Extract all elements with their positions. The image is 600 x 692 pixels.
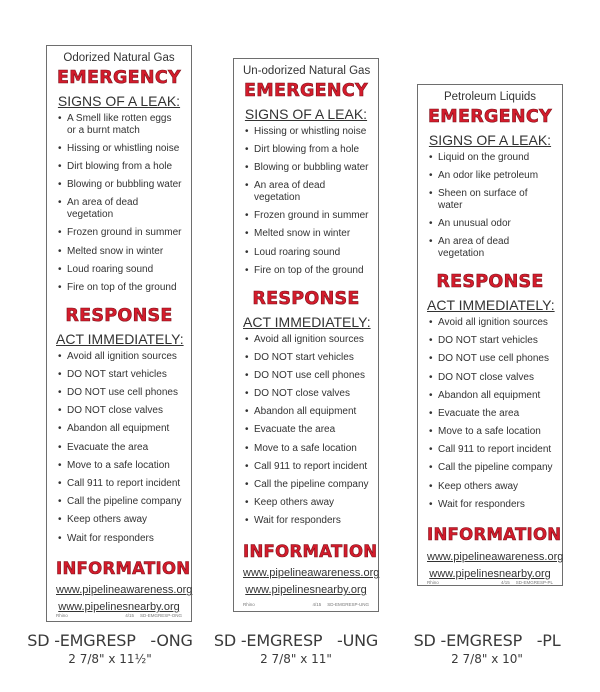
fineprint-date: 4/15 [312,602,322,607]
signs-heading: SIGNS OF A LEAK: [57,92,181,109]
list-item: • An area of dead vegetation [58,197,182,221]
act-heading: ACT IMMEDIATELY: [427,296,555,313]
product-code: SD -EMGRESP -ONG [27,631,193,650]
signs-list [56,113,182,301]
link-pipelinesnearby[interactable]: www.pipelinesnearby.org [429,567,551,580]
caption-ong [10,631,210,666]
list-item: • Frozen ground in summer [58,227,182,239]
list-item: • Evacuate the area [58,442,182,454]
response-banner: RESPONSE [252,289,360,309]
emergency-banner: EMERGENCY [57,68,181,88]
signs-list [243,126,369,284]
list-item: • Wait for responders [58,533,182,545]
fineprint-brand: Rhino [427,579,439,585]
card-petroleum-liquids [417,84,563,586]
fineprint-code: SD-EMGRESP-UNG [327,602,369,607]
fineprint-code: SD-EMGRESP-PL [515,579,553,585]
card-unodorized-natural-gas [233,58,379,612]
list-item: • DO NOT close valves [429,372,553,384]
list-item: • Fire on top of the ground [58,282,182,294]
information-banner: INFORMATION [427,525,562,544]
list-item: • Melted snow in winter [58,246,182,258]
list-item: • Avoid all ignition sources [245,334,369,346]
list-item: • Move to a safe location [429,426,553,438]
list-item: • An area of dead vegetation [245,180,369,204]
list-item: • An area of dead vegetation [429,236,553,260]
list-item: • Move to a safe location [245,443,369,455]
fineprint [243,602,369,607]
list-item: • Call 911 to report incident [58,478,182,490]
act-heading: ACT IMMEDIATELY: [243,313,371,330]
fineprint [56,613,182,618]
list-item: • DO NOT close valves [58,405,182,417]
list-item: • Sheen on surface of water [429,188,553,212]
list-item: • DO NOT close valves [245,388,369,400]
list-item: • Blowing or bubbling water [245,162,369,174]
list-item: • Wait for responders [245,515,369,527]
list-item: • DO NOT start vehicles [245,352,369,364]
signs-heading: SIGNS OF A LEAK: [244,105,368,122]
card-odorized-natural-gas [46,45,192,622]
fineprint-brand: Rhino [243,602,255,607]
link-pipelineawareness[interactable]: www.pipelineawareness.org [243,567,380,580]
list-item: • Call the pipeline company [429,462,553,474]
response-banner: RESPONSE [436,272,544,293]
list-item: • Hissing or whistling noise [245,126,369,138]
caption-ung [196,631,396,666]
fineprint-date: 4/15 [125,613,134,619]
product-size: 2 7/8" x 11½" [68,652,152,666]
list-item: • DO NOT use cell phones [429,353,553,365]
list-item: • Liquid on the ground [429,152,553,164]
list-item: • Call 911 to report incident [429,444,553,456]
link-pipelinesnearby[interactable]: www.pipelinesnearby.org [58,601,180,614]
list-item: • Dirt blowing from a hole [58,161,182,173]
emergency-banner: EMERGENCY [428,107,552,127]
list-item: • Move to a safe location [58,460,182,472]
list-item: • Fire on top of the ground [245,265,369,277]
list-item: • Frozen ground in summer [245,210,369,222]
list-item: • An unusual odor [429,218,553,230]
list-item: • Loud roaring sound [245,247,369,259]
list-item: • DO NOT use cell phones [58,387,182,399]
list-item: • An odor like petroleum [429,170,553,182]
signs-list [427,152,553,267]
list-item: • DO NOT use cell phones [245,370,369,382]
response-banner: RESPONSE [65,306,173,327]
list-item: • Abandon all equipment [429,390,553,402]
list-item: • Call the pipeline company [245,479,369,491]
actions-list [243,334,369,534]
list-item: • Abandon all equipment [245,406,369,418]
caption-pl [387,631,587,666]
list-item: • Loud roaring sound [58,264,182,276]
link-pipelineawareness[interactable]: www.pipelineawareness.org [56,584,193,597]
product-code: SD -EMGRESP -UNG [213,631,379,650]
list-item: • Keep others away [245,497,369,509]
list-item: • Avoid all ignition sources [429,317,553,329]
fineprint [427,580,553,585]
list-item: • Avoid all ignition sources [58,351,182,363]
information-banner: INFORMATION [243,541,378,561]
fineprint-brand: Rhino [56,613,68,619]
list-item: • Call 911 to report incident [245,461,369,473]
product-size: 2 7/8" x 11" [260,652,332,666]
product-title: Odorized Natural Gas [63,52,175,64]
product-size: 2 7/8" x 10" [451,652,523,666]
list-item: • Hissing or whistling noise [58,143,182,155]
list-item: • Call the pipeline company [58,496,182,508]
product-title: Petroleum Liquids [443,91,537,103]
link-pipelinesnearby[interactable]: www.pipelinesnearby.org [245,584,367,597]
list-item: • Abandon all equipment [58,423,182,435]
list-item: • Blowing or bubbling water [58,179,182,191]
list-item: • DO NOT start vehicles [429,335,553,347]
product-code: SD -EMGRESP -PL [413,631,561,650]
list-item: • DO NOT start vehicles [58,369,182,381]
list-item: • Evacuate the area [245,424,369,436]
product-title: Un-odorized Natural Gas [243,65,371,77]
list-item: • Dirt blowing from a hole [245,144,369,156]
actions-list [56,351,182,551]
list-item: • Melted snow in winter [245,228,369,240]
information-banner: INFORMATION [56,558,191,578]
list-item: • Keep others away [58,514,182,526]
list-item: • Evacuate the area [429,408,553,420]
fineprint-date: 4/15 [500,579,510,585]
list-item: • A Smell like rotten eggs or a burnt match [58,113,182,137]
link-pipelineawareness[interactable]: www.pipelineawareness.org [427,550,564,563]
list-item: • Wait for responders [429,499,553,511]
signs-heading: SIGNS OF A LEAK: [428,131,552,148]
emergency-banner: EMERGENCY [244,81,368,101]
fineprint-code: SD-EMGRESP-ONG [139,613,182,619]
act-heading: ACT IMMEDIATELY: [56,330,184,347]
list-item: • Keep others away [429,481,553,493]
actions-list [427,317,553,517]
